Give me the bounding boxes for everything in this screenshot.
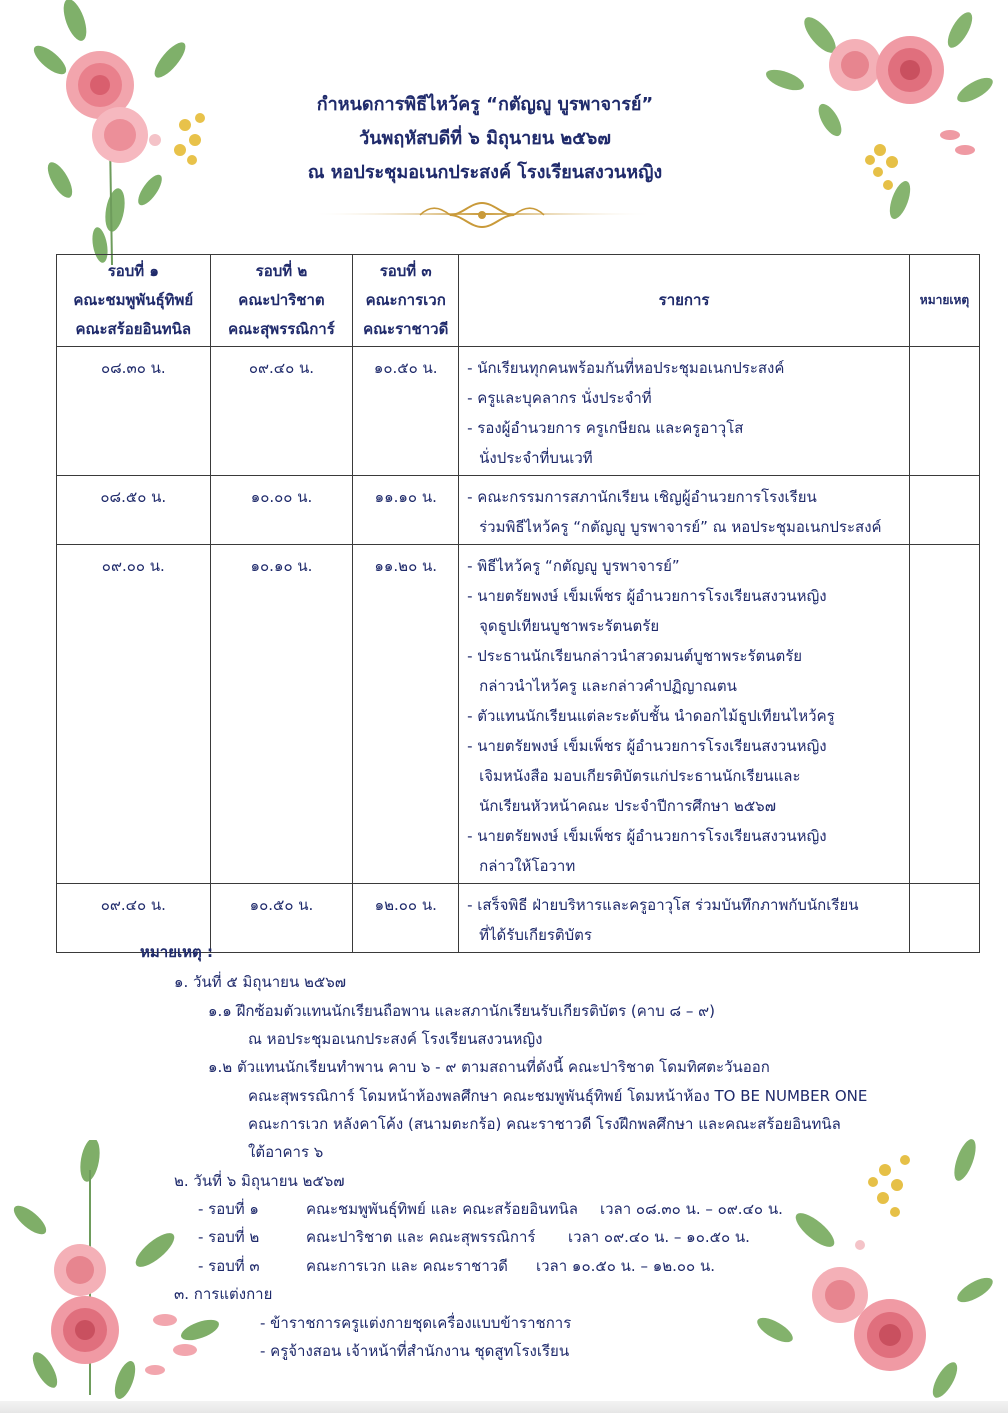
agenda-items: [459, 347, 910, 476]
header-venue: ณ หอประชุมอเนกประสงค์ โรงเรียนสงวนหญิง: [307, 162, 663, 183]
note-2: ๒. วันที่ ๖ มิถุนายน ๒๕๖๗: [174, 1172, 345, 1190]
column-header-round3: [353, 255, 459, 347]
agenda-items: [459, 476, 910, 545]
agenda-item: - ประธานนักเรียนกล่าวนำสวดมนต์บูชาพระรัตนตรัย: [467, 647, 803, 665]
time-round3: ๑๒.๐๐ น.: [353, 884, 459, 953]
round2-label: รอบที่ ๒: [255, 262, 308, 280]
note-1-2-cont: ใต้อาคาร ๖: [248, 1143, 324, 1161]
agenda-item: - พิธีไหว้ครู “กตัญญู บูรพาจารย์”: [467, 557, 680, 575]
agenda-items: [459, 884, 910, 953]
agenda-item-continuation: กล่าวนำไหว้ครู และกล่าวคำปฏิญาณตน: [479, 677, 737, 695]
time-round3: ๑๐.๕๐ น.: [353, 347, 459, 476]
table-row: [57, 476, 980, 545]
header-title: กำหนดการพิธีไหว้ครู “กตัญญู บูรพาจารย์”: [316, 94, 654, 115]
time-round3: ๑๑.๑๐ น.: [353, 476, 459, 545]
dress-code-item: - ข้าราชการครูแต่งกายชุดเครื่องแบบข้าราชการ: [260, 1314, 572, 1332]
time-round2: ๐๙.๔๐ น.: [210, 347, 353, 476]
time-round1: ๐๙.๔๐ น.: [57, 884, 211, 953]
agenda-item: - นักเรียนทุกคนพร้อมกันที่หอประชุมอเนกประสงค์: [467, 359, 785, 377]
column-header-round1: [57, 255, 211, 347]
column-header-items: รายการ: [459, 255, 910, 347]
note-1: ๑. วันที่ ๕ มิถุนายน ๒๕๖๗: [174, 973, 347, 991]
ornament-divider: [310, 195, 655, 235]
agenda-item: - ครูและบุคลากร นั่งประจำที่: [467, 389, 652, 407]
note-1-1: ๑.๑ ฝึกซ้อมตัวแทนนักเรียนถือพาน และสภานักเรียนรับเกียรติบัตร (คาบ ๘ – ๙): [208, 1002, 715, 1020]
agenda-item-continuation: เจิมหนังสือ มอบเกียรติบัตรแก่ประธานนักเรียนและ: [479, 767, 801, 785]
round-3-time: เวลา ๑๐.๕๐ น. – ๑๒.๐๐ น.: [536, 1257, 715, 1275]
agenda-items: [459, 545, 910, 884]
flower-decoration-bottom-right: [745, 1130, 1000, 1405]
agenda-item-continuation: ที่ได้รับเกียรติบัตร: [479, 926, 592, 944]
round3-group-b: คณะราชาวดี: [363, 320, 449, 338]
round-2-time: เวลา ๐๙.๔๐ น. – ๑๐.๕๐ น.: [568, 1228, 750, 1246]
round3-group-a: คณะการเวก: [365, 291, 446, 309]
agenda-item: - ตัวแทนนักเรียนแต่ละระดับชั้น นำดอกไม้ธูปเทียนไหว้ครู: [467, 707, 835, 725]
round1-group-b: คณะสร้อยอินทนิล: [75, 320, 192, 338]
document-header: [250, 88, 720, 190]
note-3: ๓. การแต่งกาย: [174, 1285, 273, 1303]
time-round1: ๐๘.๓๐ น.: [57, 347, 211, 476]
note-cell: [910, 347, 980, 476]
table-header-row: [57, 255, 980, 347]
time-round2: ๑๐.๑๐ น.: [210, 545, 353, 884]
round-2-label: - รอบที่ ๒: [198, 1228, 260, 1246]
agenda-item: - นายตรัยพงษ์ เข็มเพ็ชร ผู้อำนวยการโรงเรียนสงวนหญิง: [467, 827, 827, 845]
agenda-item: - รองผู้อำนวยการ ครูเกษียณ และครูอาวุโส: [467, 419, 744, 437]
round-3-label: - รอบที่ ๓: [198, 1257, 260, 1275]
time-round3: ๑๑.๒๐ น.: [353, 545, 459, 884]
note-cell: [910, 476, 980, 545]
column-header-note: หมายเหตุ: [910, 255, 980, 347]
note-cell: [910, 545, 980, 884]
agenda-item-continuation: นักเรียนหัวหน้าคณะ ประจำปีการศึกษา ๒๕๖๗: [479, 797, 776, 815]
note-1-2: ๑.๒ ตัวแทนนักเรียนทำพาน คาบ ๖ - ๙ ตามสถานที่ดังนี้ คณะปาริชาต โดมทิศตะวันออก: [208, 1058, 770, 1076]
round-1-time: เวลา ๐๘.๓๐ น. – ๐๙.๔๐ น.: [600, 1200, 783, 1218]
time-round2: ๑๐.๐๐ น.: [210, 476, 353, 545]
agenda-item-continuation: นั่งประจำที่บนเวที: [479, 449, 593, 467]
agenda-item-continuation: กล่าวให้โอวาท: [479, 857, 576, 875]
flower-decoration-top-left: [20, 0, 220, 270]
agenda-item-continuation: จุดธูปเทียนบูชาพระรัตนตรัย: [479, 617, 660, 635]
round3-label: รอบที่ ๓: [379, 262, 432, 280]
round1-group-a: คณะชมพูพันธุ์ทิพย์: [73, 291, 194, 309]
note-1-1-cont: ณ หอประชุมอเนกประสงค์ โรงเรียนสงวนหญิง: [248, 1030, 543, 1048]
header-date: วันพฤหัสบดีที่ ๖ มิถุนายน ๒๕๖๗: [359, 128, 611, 149]
column-header-round2: [210, 255, 353, 347]
time-round1: ๐๙.๐๐ น.: [57, 545, 211, 884]
time-round2: ๑๐.๕๐ น.: [210, 884, 353, 953]
round-2-groups: คณะปาริชาต และ คณะสุพรรณิการ์: [306, 1228, 536, 1246]
dress-code-item: - ครูจ้างสอน เจ้าหน้าที่สำนักงาน ชุดสูทโรงเรียน: [260, 1342, 570, 1360]
round2-group-a: คณะปาริชาต: [238, 291, 325, 309]
note-1-2-cont: คณะสุพรรณิการ์ โดมหน้าห้องพลศึกษา คณะชมพูพันธุ์ทิพย์ โดมหน้าห้อง TO BE NUMBER ONE: [248, 1087, 868, 1105]
agenda-item: - คณะกรรมการสภานักเรียน เชิญผู้อำนวยการโรงเรียน: [467, 488, 817, 506]
agenda-item: - นายตรัยพงษ์ เข็มเพ็ชร ผู้อำนวยการโรงเรียนสงวนหญิง: [467, 737, 827, 755]
agenda-item: - เสร็จพิธี ฝ่ายบริหารและครูอาวุโส ร่วมบันทึกภาพกับนักเรียน: [467, 896, 859, 914]
page-edge: [0, 1401, 1008, 1413]
round2-group-b: คณะสุพรรณิการ์: [228, 320, 335, 338]
agenda-item-continuation: ร่วมพิธีไหว้ครู “กตัญญู บูรพาจารย์” ณ หอประชุมอเนกประสงค์: [479, 518, 882, 536]
notes-title: หมายเหตุ :: [140, 943, 213, 961]
note-1-2-cont: คณะการเวก หลังคาโค้ง (สนามตะกร้อ) คณะราชาวดี โรงฝึกพลศึกษา และคณะสร้อยอินทนิล: [248, 1115, 841, 1133]
note-cell: [910, 884, 980, 953]
table-row: [57, 545, 980, 884]
time-round1: ๐๘.๕๐ น.: [57, 476, 211, 545]
round-3-groups: คณะการเวก และ คณะราชาวดี: [306, 1257, 508, 1275]
round1-label: รอบที่ ๑: [107, 262, 159, 280]
flower-decoration-top-right: [760, 0, 995, 245]
round-1-groups: คณะชมพูพันธุ์ทิพย์ และ คณะสร้อยอินทนิล: [306, 1200, 578, 1218]
agenda-item: - นายตรัยพงษ์ เข็มเพ็ชร ผู้อำนวยการโรงเรียนสงวนหญิง: [467, 587, 827, 605]
round-1-label: - รอบที่ ๑: [198, 1200, 259, 1218]
table-row: [57, 347, 980, 476]
schedule-table: [56, 254, 980, 953]
